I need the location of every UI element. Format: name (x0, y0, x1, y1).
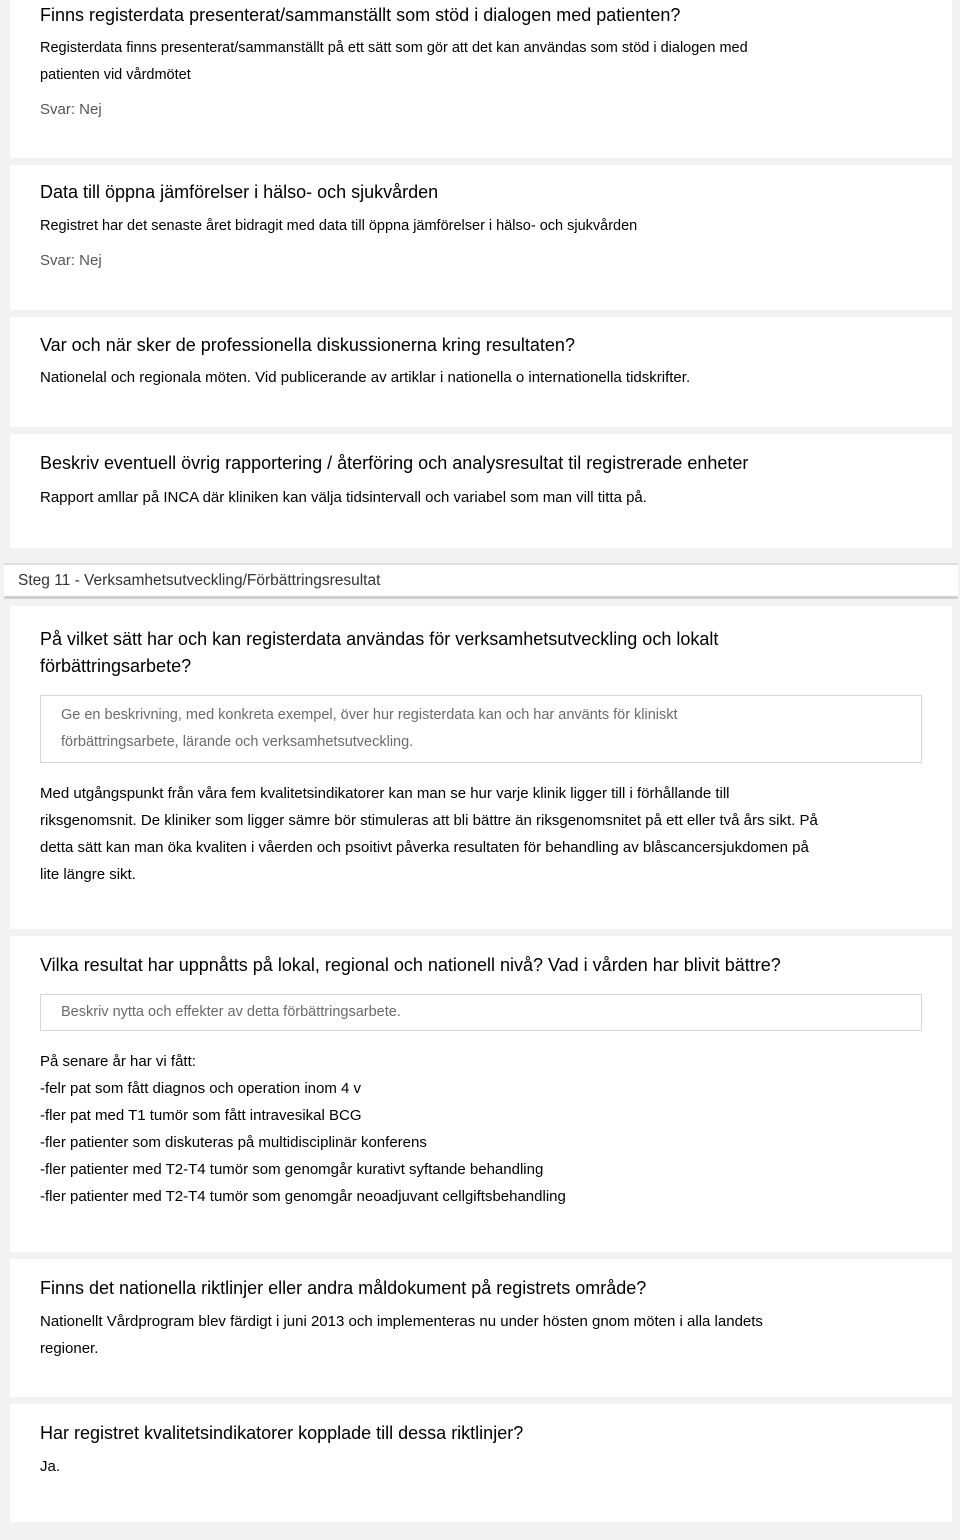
question-card-open-comparisons (10, 165, 952, 310)
hint-text: Beskriv nytta och effekter av detta förbättringsarbete. (61, 1004, 401, 1020)
question-card-national-guidelines (10, 1259, 952, 1397)
hint-box (40, 695, 922, 763)
answer-text: Rapport amllar på INCA där kliniken kan välja tidsintervall och variabel som man vill titta på. (40, 489, 647, 506)
question-card-other-reporting (10, 434, 952, 548)
answer-block (40, 780, 922, 888)
list-item: -fler patienter med T2-T4 tumör som genomgår neoadjuvant cellgiftsbehandling (40, 1188, 566, 1205)
question-card-improvement-usage (10, 606, 952, 929)
question-title: Finns det nationella riktlinjer eller andra måldokument på registrets område? (40, 1278, 647, 1298)
hint-text-cont: förbättringsarbete, lärande och verksamhetsutveckling. (61, 734, 414, 750)
question-description-cont: patienten vid vårdmötet (40, 67, 191, 83)
answer-value: Svar: Nej (40, 252, 102, 269)
list-item: -felr pat som fått diagnos och operation inom 4 v (40, 1080, 362, 1097)
question-title: Data till öppna jämförelser i hälso- och sjukvården (40, 182, 439, 202)
question-card-results-achieved (10, 936, 952, 1252)
list-item: -fler pat med T1 tumör som fått intravesikal BCG (40, 1107, 362, 1124)
question-title: Vilka resultat har uppnåtts på lokal, regional och nationell nivå? Vad i vården har blivit bättre? (40, 955, 781, 975)
answer-text: Nationelal och regionala möten. Vid publicerande av artiklar i nationella o internationella tidskrifter. (40, 369, 691, 386)
answer-text: Ja. (40, 1458, 61, 1475)
question-title: Har registret kvalitetsindikatorer kopplade till dessa riktlinjer? (40, 1423, 524, 1443)
question-card-indicators-linked (10, 1404, 952, 1522)
question-card-professional-discussions (10, 317, 952, 427)
hint-box (40, 994, 922, 1031)
answer-line: regioner. (40, 1340, 99, 1357)
question-description: Registret har det senaste året bidragit med data till öppna jämförelser i hälso- och sjukvården (40, 218, 638, 234)
question-title-cont: förbättringsarbete? (40, 656, 192, 676)
answer-intro: På senare år har vi fått: (40, 1053, 196, 1070)
answer-line: Nationellt Vårdprogram blev färdigt i juni 2013 och implementeras nu under hösten gnom möten i alla landets (40, 1313, 763, 1330)
question-card-patient-dialog (10, 0, 952, 158)
step-header: Steg 11 - Verksamhetsutveckling/Förbättringsresultat (4, 563, 958, 599)
answer-line: Med utgångspunkt från våra fem kvalitetsindikatorer kan man se hur varje klinik ligger till i förhållande till (40, 785, 730, 802)
answer-line: riksgenomsnit. De kliniker som ligger sämre bör stimuleras att bli bättre än riksgenomsnitet på ett eller två års sikt. På (40, 812, 818, 829)
answer-line: detta sätt kan man öka kvaliten i våerden och psoitivt påverka resultaten för behandling av blåscancersjukdomen på (40, 839, 809, 856)
question-title: Beskriv eventuell övrig rapportering / återföring och analysresultat til registrerade enheter (40, 453, 749, 473)
question-title: Var och när sker de professionella diskussionerna kring resultaten? (40, 335, 575, 355)
list-item: -fler patienter som diskuteras på multidisciplinär konferens (40, 1134, 427, 1151)
question-title: På vilket sätt har och kan registerdata användas för verksamhetsutveckling och lokalt (40, 629, 719, 649)
answer-line: lite längre sikt. (40, 866, 136, 883)
question-description: Registerdata finns presenterat/sammanställt på ett sätt som gör att det kan användas som stöd i dialogen med (40, 40, 748, 56)
answer-block (40, 1048, 922, 1210)
question-title: Finns registerdata presenterat/sammanställt som stöd i dialogen med patienten? (40, 5, 681, 25)
answer-value: Svar: Nej (40, 101, 102, 118)
hint-text: Ge en beskrivning, med konkreta exempel, över hur registerdata kan och har använts för kliniskt (61, 707, 678, 723)
list-item: -fler patienter med T2-T4 tumör som genomgår kurativt syftande behandling (40, 1161, 544, 1178)
